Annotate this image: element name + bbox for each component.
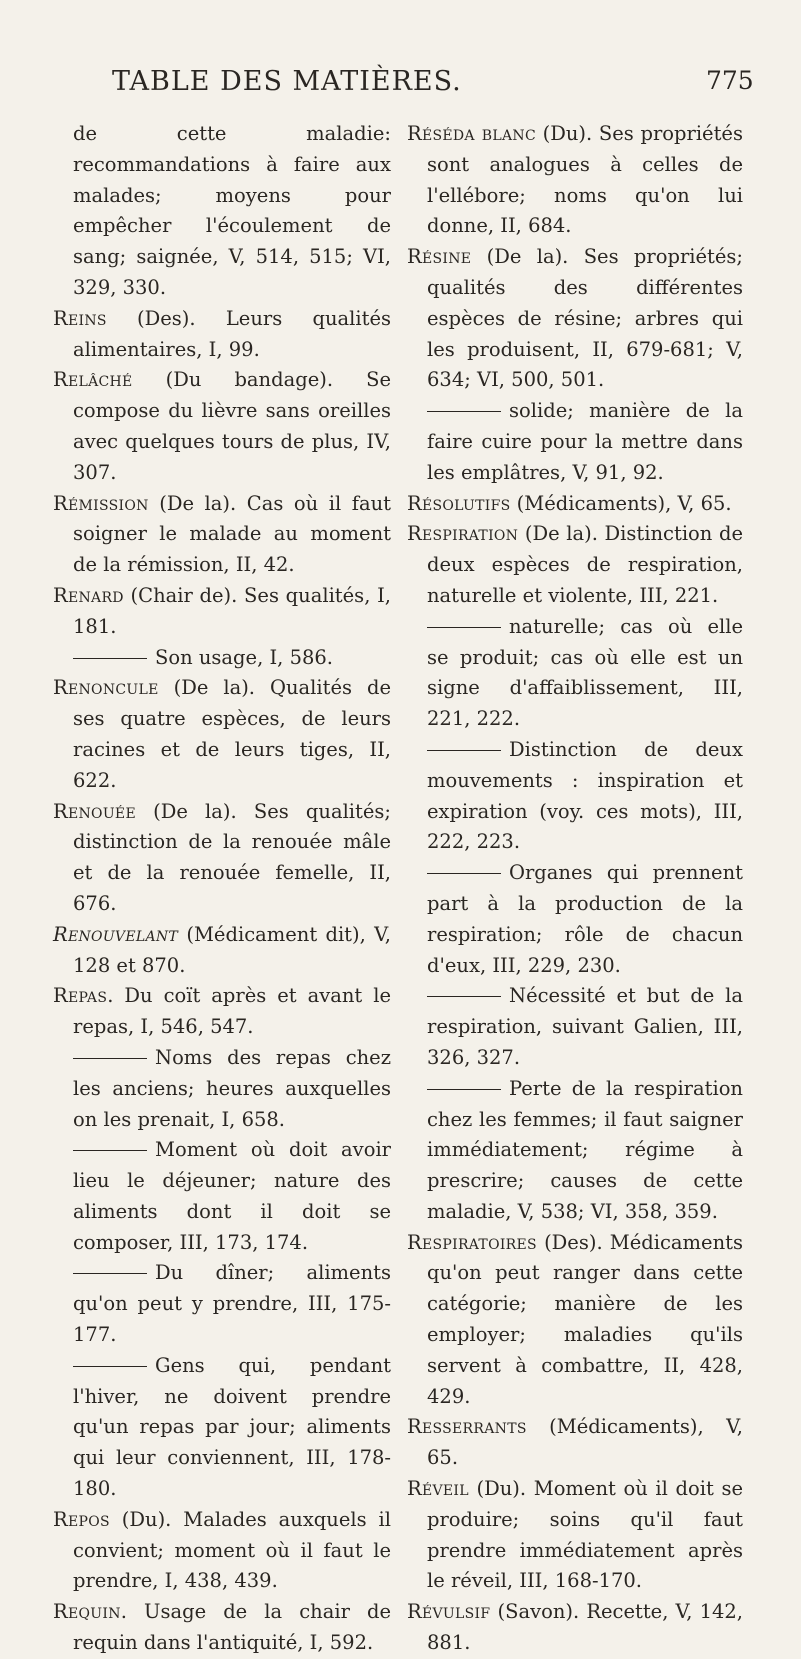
entry-text: solide; manière de la faire cuire pour la mettre dans les emplâtres, V, 91, 92. [427,399,743,484]
entry-text: (De la). Cas où il faut soigner le malade au moment de la rémission, II, 42. [73,491,391,577]
entry-headword: Renouvelant [53,922,179,946]
index-subentry [407,1074,743,1228]
index-entry [53,797,391,920]
index-subentry [53,1043,391,1135]
entry-headword: Repas [53,984,108,1008]
entry-headword: Repos [53,1507,110,1531]
entry-headword: Rémission [53,491,149,515]
index-subentry [407,396,743,488]
entry-text: Distinction de deux mouvements : inspiration et expiration (voy. ces mots), III, 222, 223. [427,737,743,854]
entry-text: Gens qui, pendant l'hiver, ne doivent prendre qu'un repas par jour; aliments qui leur conviennent, III, 178-180. [73,1353,391,1501]
entry-text: (Du). Malades auxquels il convient; moment où il faut le prendre, I, 438, 439. [73,1507,391,1593]
entry-text: (Savon). Recette, V, 142, 881. [427,1600,743,1655]
entry-text: Son usage, I, 586. [155,645,333,669]
entry-text: naturelle; cas où elle se produit; cas où elle est un signe d'affaiblissement, III, 221, 222. [427,614,743,731]
left-column [53,119,391,1659]
entry-headword: Renoncule [53,676,159,700]
subentry-dash [73,1150,147,1151]
entry-headword: Resserrants [407,1415,527,1439]
index-entry [407,1474,743,1597]
entry-text: (Médicament dit), V, 128 et 870. [73,922,391,977]
entry-headword: Résine [407,245,472,269]
index-entry [53,981,391,1043]
index-subentry [53,1351,391,1505]
entry-headword: Réséda blanc [407,122,536,145]
running-title: TABLE DES MATIÈRES. [112,66,462,97]
subentry-dash [427,1089,501,1090]
entry-text: de cette maladie: recommandations à faire aux malades; moyens pour empêcher l'écoulement de sang; saignée, V, 514, 515; VI, 329, 330. [73,122,391,299]
index-subentry [407,612,743,735]
index-entry [407,519,743,611]
subentry-dash [427,750,501,751]
entry-text: (Du). Moment où il doit se produire; soins qu'il faut prendre immédiatement après le réveil, III, 168-170. [427,1477,743,1593]
entry-text: (Du). Ses propriétés sont analogues à celles de l'ellébore; noms qu'on lui donne, II, 684. [427,122,743,238]
subentry-dash [73,1058,147,1059]
index-entry [407,119,743,242]
index-subentry [53,643,391,674]
index-entry [53,1505,391,1597]
entry-text: Organes qui prennent part à la production de la respiration; rôle de chacun d'eux, III, 229, 230. [427,861,743,977]
entry-headword: Requin [53,1600,121,1624]
subentry-dash [427,411,501,412]
entry-headword: Reins [53,306,107,330]
index-entry [53,1597,391,1659]
entry-text: . Usage de la chair de requin dans l'antiquité, I, 592. [73,1600,391,1655]
index-subentry [407,858,743,981]
index-entry [53,581,391,643]
index-entry [53,365,391,488]
index-subentry [407,735,743,858]
index-entry-continuation [53,119,391,304]
entry-headword: Résolutifs [407,491,511,515]
entry-headword: Révulsif [407,1600,491,1624]
entry-text: Noms des repas chez les anciens; heures auxquelles on les prenait, I, 658. [73,1045,391,1131]
index-subentry [407,981,743,1073]
index-entry [53,673,391,796]
entry-text: (Médicaments), V, 65. [510,491,732,515]
index-entry [53,920,391,982]
entry-headword: Réveil [407,1477,469,1501]
subentry-dash [73,658,147,659]
index-subentry [53,1258,391,1350]
entry-text: (De la). Ses propriétés; qualités des différentes espèces de résine; arbres qui les produisent, II, 679-681; V, 634; VI, 500, 501. [427,245,743,392]
page-number: 775 [706,66,754,95]
entry-text: Du dîner; aliments qu'on peut y prendre, III, 175-177. [73,1261,391,1347]
entry-headword: Relâché [53,368,133,392]
entry-text: (Médicaments), V, 65. [427,1415,743,1470]
index-entry [407,1597,743,1659]
entry-headword: Respiration [407,522,519,546]
index-entry [53,489,391,581]
subentry-dash [427,627,501,628]
index-entry [407,1412,743,1474]
index-entry [407,242,743,396]
subentry-dash [427,996,501,997]
entry-text: Moment où doit avoir lieu le déjeuner; nature des aliments dont il doit se composer, III, 173, 174. [73,1138,391,1254]
entry-headword: Respiratoires [407,1230,537,1254]
entry-text: (Des). Leurs qualités alimentaires, I, 99. [73,306,391,361]
entry-text: Nécessité et but de la respiration, suivant Galien, III, 326, 327. [427,984,743,1069]
entry-text: (De la). Ses qualités; distinction de la renouée mâle et de la renouée femelle, II, 676. [73,799,391,915]
index-entry [407,489,743,520]
entry-headword: Renard [53,583,124,607]
index-subentry [53,1135,391,1258]
entry-text: . Du coït après et avant le repas, I, 546, 547. [73,984,391,1039]
subentry-dash [73,1273,147,1274]
entry-headword: Renouée [53,799,136,823]
entry-text: (Des). Médicaments qu'on peut ranger dans cette catégorie; manière de les employer; maladies qu'ils servent à combattre, II, 428, 429. [427,1230,743,1408]
page-header [0,66,801,100]
entry-text: (De la). Qualités de ses quatre espèces, de leurs racines et de leurs tiges, II, 622. [73,676,391,792]
entry-text: (Chair de). Ses qualités, I, 181. [73,583,391,638]
subentry-dash [427,873,501,874]
entry-text: Perte de la respiration chez les femmes; il faut saigner immédiatement; régime à prescrire; causes de cette maladie, V, 538; VI, 358, 359. [427,1076,743,1223]
entry-text: (De la). Distinction de deux espèces de respiration, naturelle et violente, III, 221. [427,522,743,607]
entry-text: (Du bandage). Se compose du lièvre sans oreilles avec quelques tours de plus, IV, 307. [73,368,391,484]
subentry-dash [73,1366,147,1367]
index-entry [407,1228,743,1413]
right-column [407,119,743,1659]
index-entry [53,304,391,366]
